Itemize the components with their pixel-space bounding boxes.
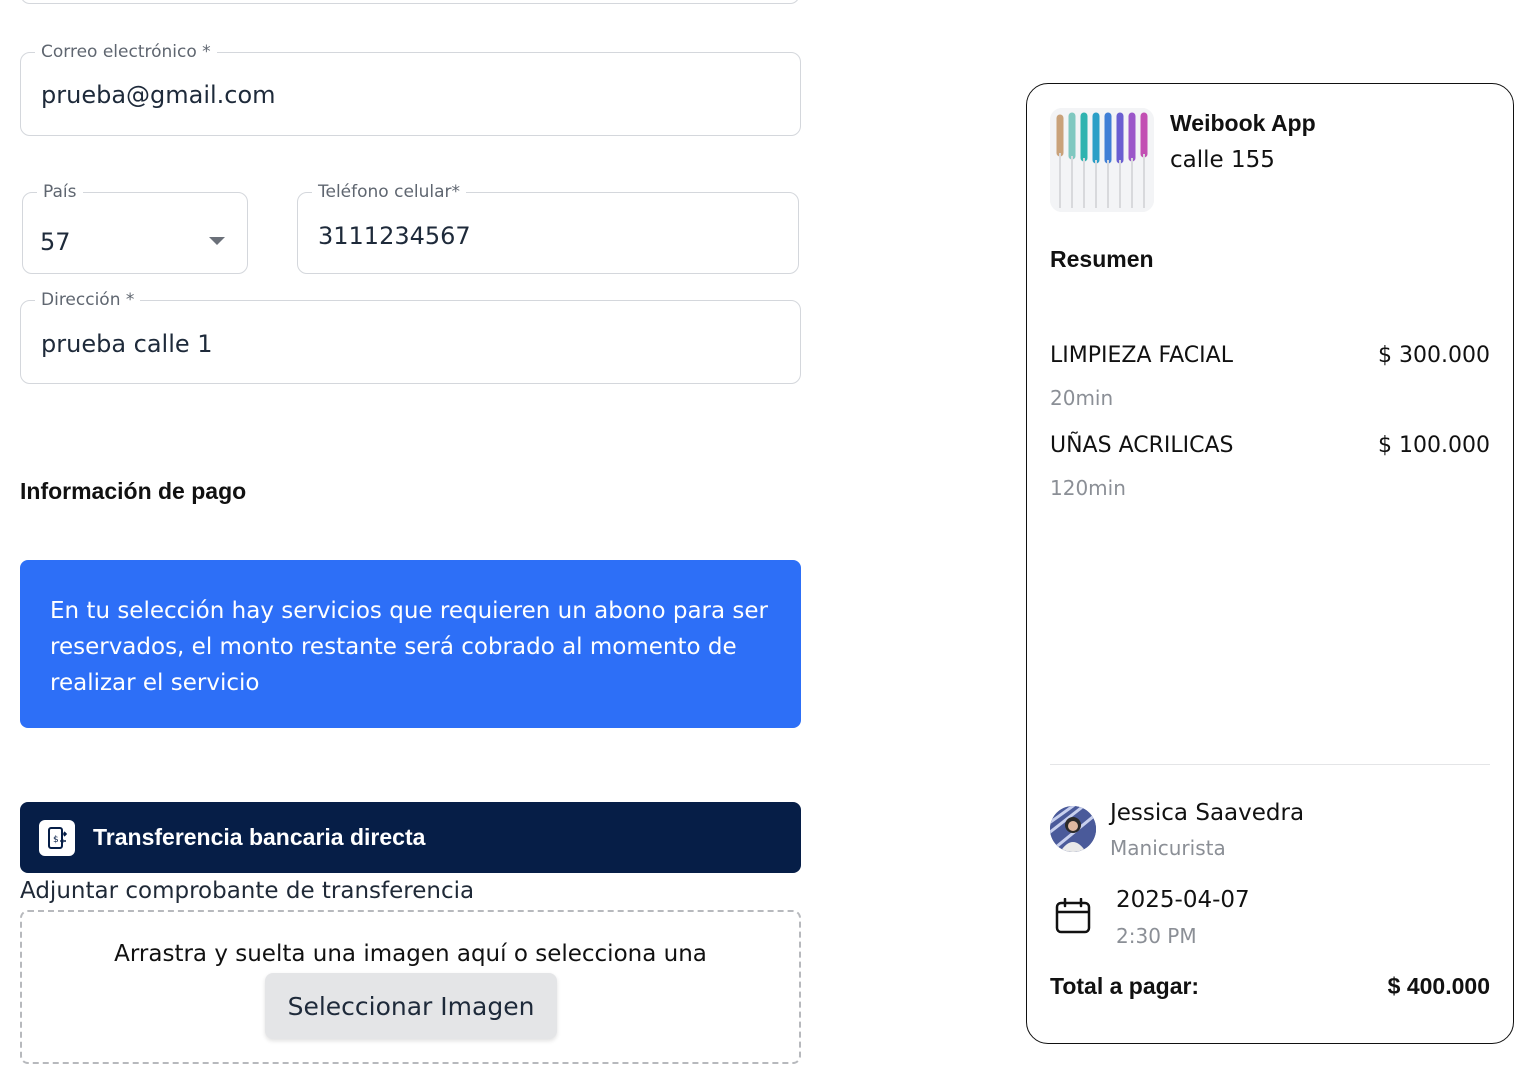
country-value: 57 xyxy=(40,228,71,256)
payment-section-title: Información de pago xyxy=(20,478,247,504)
service-duration: 120min xyxy=(1050,476,1126,500)
address-label: Dirección * xyxy=(35,290,140,310)
total-value: $ 400.000 xyxy=(1387,973,1490,999)
dropzone-text: Arrastra y suelta una imagen aquí o selecciona una xyxy=(114,941,707,967)
image-dropzone[interactable] xyxy=(20,910,801,1064)
country-label: País xyxy=(37,182,83,202)
previous-field-edge[interactable] xyxy=(20,0,800,4)
address-value: prueba calle 1 xyxy=(41,330,213,358)
booking-date: 2025-04-07 xyxy=(1116,887,1250,913)
bank-transfer-label: Transferencia bancaria directa xyxy=(93,824,426,850)
booking-time: 2:30 PM xyxy=(1116,924,1197,948)
phone-value: 3111234567 xyxy=(318,222,471,250)
summary-heading: Resumen xyxy=(1050,246,1154,272)
phone-label: Teléfono celular* xyxy=(312,182,466,202)
bank-transfer-option[interactable] xyxy=(20,802,801,873)
chevron-down-icon xyxy=(209,237,225,246)
address-field[interactable] xyxy=(20,290,801,384)
svg-text:$: $ xyxy=(53,834,59,845)
staff-role: Manicurista xyxy=(1110,836,1226,860)
business-address: calle 155 xyxy=(1170,147,1275,173)
service-name: LIMPIEZA FACIAL xyxy=(1050,343,1233,368)
service-price: $ 300.000 xyxy=(1378,343,1490,368)
business-logo xyxy=(1050,108,1154,212)
select-image-button[interactable]: Seleccionar Imagen xyxy=(265,973,557,1039)
phone-field[interactable] xyxy=(297,182,799,274)
bank-transfer-icon xyxy=(39,820,75,856)
deposit-notice: En tu selección hay servicios que requieren un abono para ser reservados, el monto restante será cobrado al momento de realizar el servicio xyxy=(20,560,801,728)
booking-summary-card xyxy=(1026,83,1514,1044)
attach-receipt-label: Adjuntar comprobante de transferencia xyxy=(20,878,475,904)
email-field[interactable] xyxy=(20,42,801,136)
summary-divider xyxy=(1050,764,1490,765)
service-duration: 20min xyxy=(1050,386,1114,410)
email-value: prueba@gmail.com xyxy=(41,81,276,109)
calendar-icon xyxy=(1055,898,1091,934)
total-label: Total a pagar: xyxy=(1050,973,1200,999)
country-select[interactable] xyxy=(22,182,248,274)
email-label: Correo electrónico * xyxy=(35,42,217,62)
staff-name: Jessica Saavedra xyxy=(1110,800,1305,826)
service-name: UÑAS ACRILICAS xyxy=(1050,433,1234,458)
business-name: Weibook App xyxy=(1170,110,1316,136)
service-price: $ 100.000 xyxy=(1378,433,1490,458)
avatar xyxy=(1050,806,1096,852)
